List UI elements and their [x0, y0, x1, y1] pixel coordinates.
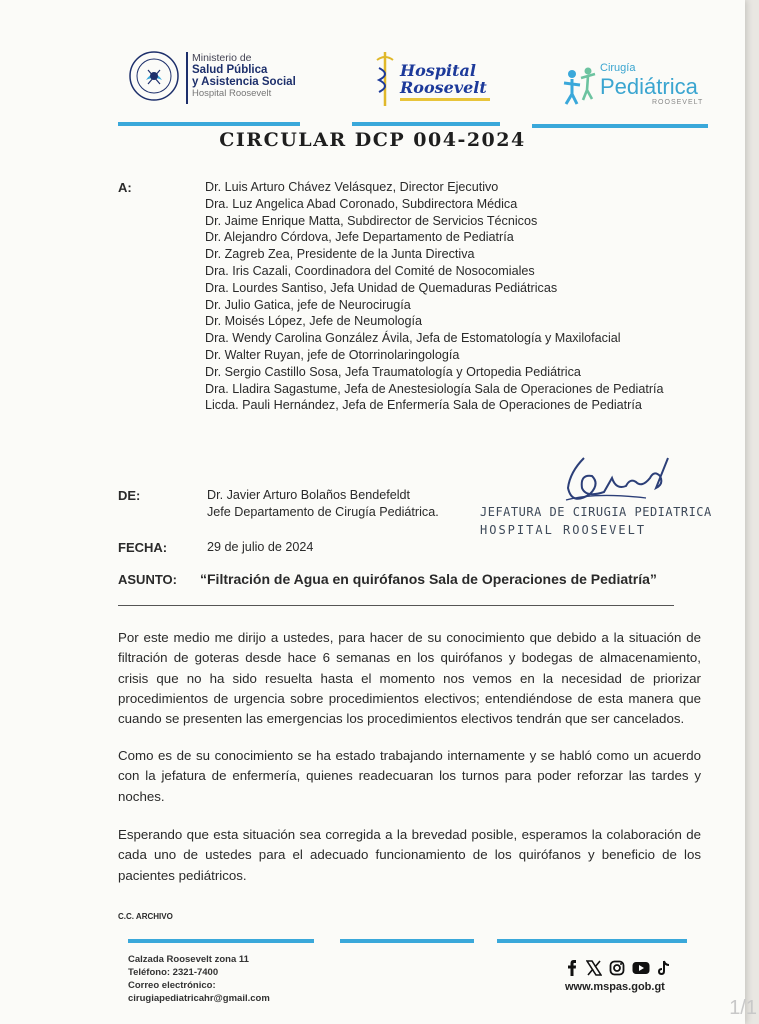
- instagram-icon[interactable]: [609, 960, 625, 976]
- sender-role: Jefe Departamento de Cirugía Pediátrica.: [207, 505, 439, 519]
- recipient-list: [205, 179, 664, 414]
- footer-contact: [128, 953, 270, 1005]
- recipient-item: Dr. Alejandro Córdova, Jefe Departamento de Pediatría: [205, 230, 514, 245]
- hospital-roosevelt-logo: [370, 50, 490, 110]
- date-value: 29 de julio de 2024: [207, 540, 314, 554]
- footer-email-label: Correo electrónico:: [128, 980, 216, 991]
- footer-bar-center: [340, 939, 474, 943]
- sender-name: Dr. Javier Arturo Bolaños Bendefeldt: [207, 488, 411, 502]
- from-label: DE:: [118, 488, 141, 503]
- header-bar-right: [532, 124, 708, 128]
- recipient-item: Dr. Sergio Castillo Sosa, Jefa Traumatología y Ortopedia Pediátrica: [205, 364, 581, 379]
- cc-archive: C.C. ARCHIVO: [118, 912, 173, 921]
- sender-block: [207, 487, 439, 521]
- x-twitter-icon[interactable]: [586, 960, 602, 976]
- footer-address: Calzada Roosevelt zona 11: [128, 954, 249, 965]
- to-label: A:: [118, 180, 132, 195]
- department-stamp: [480, 503, 712, 539]
- hospital-line2: Roosevelt: [400, 78, 487, 97]
- youtube-icon[interactable]: [632, 961, 650, 975]
- cirugia-line1: Cirugía: [600, 62, 636, 74]
- header-bar-center: [352, 122, 500, 126]
- ministerio-name: [192, 52, 296, 100]
- footer-bar-right: [497, 939, 687, 943]
- facebook-icon[interactable]: [565, 960, 579, 976]
- circular-title: CIRCULAR DCP 004-2024: [219, 129, 526, 151]
- recipient-item: Dr. Zagreb Zea, Presidente de la Junta Directiva: [205, 247, 475, 262]
- recipient-item: Dr. Luis Arturo Chávez Velásquez, Director Ejecutivo: [205, 180, 499, 194]
- body-paragraph-1: Por este medio me dirijo a ustedes, para hacer de su conocimiento que debido a la situación de filtración de goteras desde hace 6 semanas en los quirófanos y bodegas de almacenamiento, crisis que no ha sido resuelta hasta el momento nos vemos en la necesidad de priorizar procedimientos de urgencia sobre procedimientos electivos; entendiéndose de esta manera que cuando se presenten las emergencias los procedimientos electivos tendrán que ser cancelados.: [118, 630, 701, 727]
- recipient-item: Dr. Julio Gatica, jefe de Neurocirugía: [205, 297, 411, 312]
- footer-email: cirugiapediatricahr@gmail.com: [128, 993, 270, 1004]
- stamp-line2: HOSPITAL ROOSEVELT: [480, 523, 647, 537]
- date-label: FECHA:: [118, 540, 168, 555]
- caduceus-icon: [372, 50, 398, 108]
- children-figures-icon: [560, 66, 598, 106]
- subject-label: ASUNTO:: [118, 572, 177, 587]
- recipient-item: Dr. Jaime Enrique Matta, Subdirector de Servicios Técnicos: [205, 213, 538, 228]
- hospital-line1: Hospital: [400, 61, 476, 80]
- body-paragraph-3: Esperando que esta situación sea corregida a la brevedad posible, esperamos la colaboración de cada uno de ustedes para el adecuado funcionamiento de los quirófanos y beneficio de los pacientes pediátricos.: [118, 827, 701, 883]
- cirugia-line3: ROOSEVELT: [652, 99, 704, 106]
- hospital-underline: [400, 98, 490, 101]
- ministerio-divider: [186, 52, 188, 104]
- cirugia-pediatrica-logo: [560, 62, 710, 108]
- body-paragraph-2: Como es de su conocimiento se ha estado trabajando internamente y se habló como un acuerdo con la jefatura de enfermería, quienes readecuaran los turnos para poder reforzar las tardes y noches.: [118, 748, 701, 804]
- recipient-item: Dra. Lladira Sagastume, Jefa de Anestesiología Sala de Operaciones de Pediatría: [205, 381, 664, 396]
- social-icons: [565, 960, 671, 976]
- subject-value: “Filtración de Agua en quirófanos Sala de Operaciones de Pediatría”: [200, 571, 657, 587]
- footer-bar-left: [128, 939, 314, 943]
- recipient-item: Licda. Pauli Hernández, Jefa de Enfermería Sala de Operaciones de Pediatría: [205, 398, 642, 413]
- ministerio-line2: Salud Pública: [192, 64, 268, 76]
- recipient-item: Dra. Lourdes Santiso, Jefa Unidad de Quemaduras Pediátricas: [205, 280, 558, 295]
- page-number: 1/1: [729, 997, 757, 1019]
- tiktok-icon[interactable]: [657, 960, 671, 976]
- recipient-item: Dr. Walter Ruyan, jefe de Otorrinolaringología: [205, 347, 460, 362]
- ministerio-line3: y Asistencia Social: [192, 76, 296, 88]
- recipient-item: Dr. Moisés López, Jefe de Neumología: [205, 314, 423, 329]
- header-bar-left: [118, 122, 300, 126]
- hospital-name: [400, 62, 487, 96]
- website-link[interactable]: www.mspas.gob.gt: [565, 981, 665, 993]
- recipient-item: Dra. Luz Angelica Abad Coronado, Subdirectora Médica: [205, 196, 518, 211]
- ministerio-line4: Hospital Roosevelt: [192, 88, 272, 99]
- recipient-item: Dra. Wendy Carolina González Ávila, Jefa de Estomatología y Maxilofacial: [205, 331, 621, 346]
- ministerio-logo: [128, 48, 318, 110]
- ministerio-line1: Ministerio de: [192, 52, 252, 64]
- footer-phone: Teléfono: 2321-7400: [128, 967, 219, 978]
- signature-icon: [556, 448, 686, 510]
- cirugia-line2: Pediátrica: [600, 74, 698, 99]
- guatemala-seal-icon: [128, 50, 180, 102]
- subject-rule: [118, 605, 674, 606]
- stamp-line1: JEFATURA DE CIRUGIA PEDIATRICA: [480, 505, 712, 519]
- recipient-item: Dra. Iris Cazali, Coordinadora del Comité de Nosocomiales: [205, 263, 535, 278]
